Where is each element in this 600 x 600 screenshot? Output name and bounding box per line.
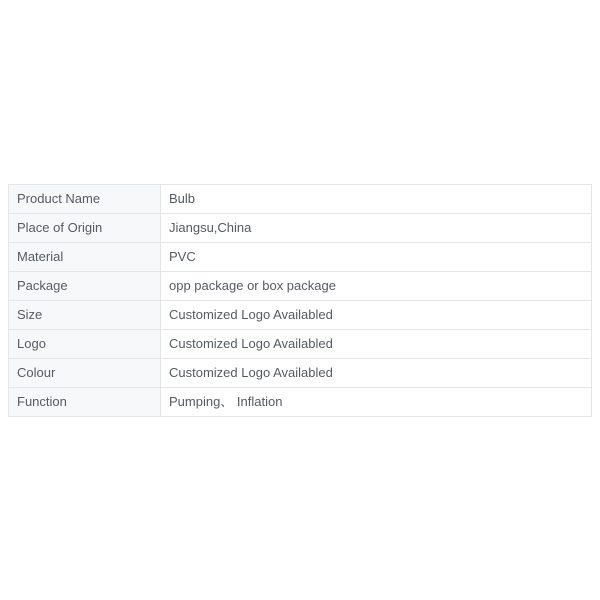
table-row bbox=[9, 359, 592, 388]
attribute-label: Product Name bbox=[9, 185, 161, 214]
attribute-value: Customized Logo Availabled bbox=[161, 301, 592, 330]
table-row bbox=[9, 272, 592, 301]
table-row bbox=[9, 330, 592, 359]
attribute-label: Function bbox=[9, 388, 161, 417]
attribute-value: PVC bbox=[161, 243, 592, 272]
product-attributes-table-body bbox=[9, 185, 592, 417]
attribute-label: Size bbox=[9, 301, 161, 330]
attribute-label: Colour bbox=[9, 359, 161, 388]
attribute-value: opp package or box package bbox=[161, 272, 592, 301]
attribute-value: Pumping、 Inflation bbox=[161, 388, 592, 417]
table-row bbox=[9, 185, 592, 214]
attribute-label: Material bbox=[9, 243, 161, 272]
table-row bbox=[9, 301, 592, 330]
attribute-label: Logo bbox=[9, 330, 161, 359]
product-attributes-table bbox=[8, 184, 592, 417]
attribute-label: Package bbox=[9, 272, 161, 301]
attribute-label: Place of Origin bbox=[9, 214, 161, 243]
attribute-value: Customized Logo Availabled bbox=[161, 359, 592, 388]
table-row bbox=[9, 388, 592, 417]
table-row bbox=[9, 243, 592, 272]
attribute-value: Jiangsu,China bbox=[161, 214, 592, 243]
attribute-value: Customized Logo Availabled bbox=[161, 330, 592, 359]
attribute-value: Bulb bbox=[161, 185, 592, 214]
table-row bbox=[9, 214, 592, 243]
